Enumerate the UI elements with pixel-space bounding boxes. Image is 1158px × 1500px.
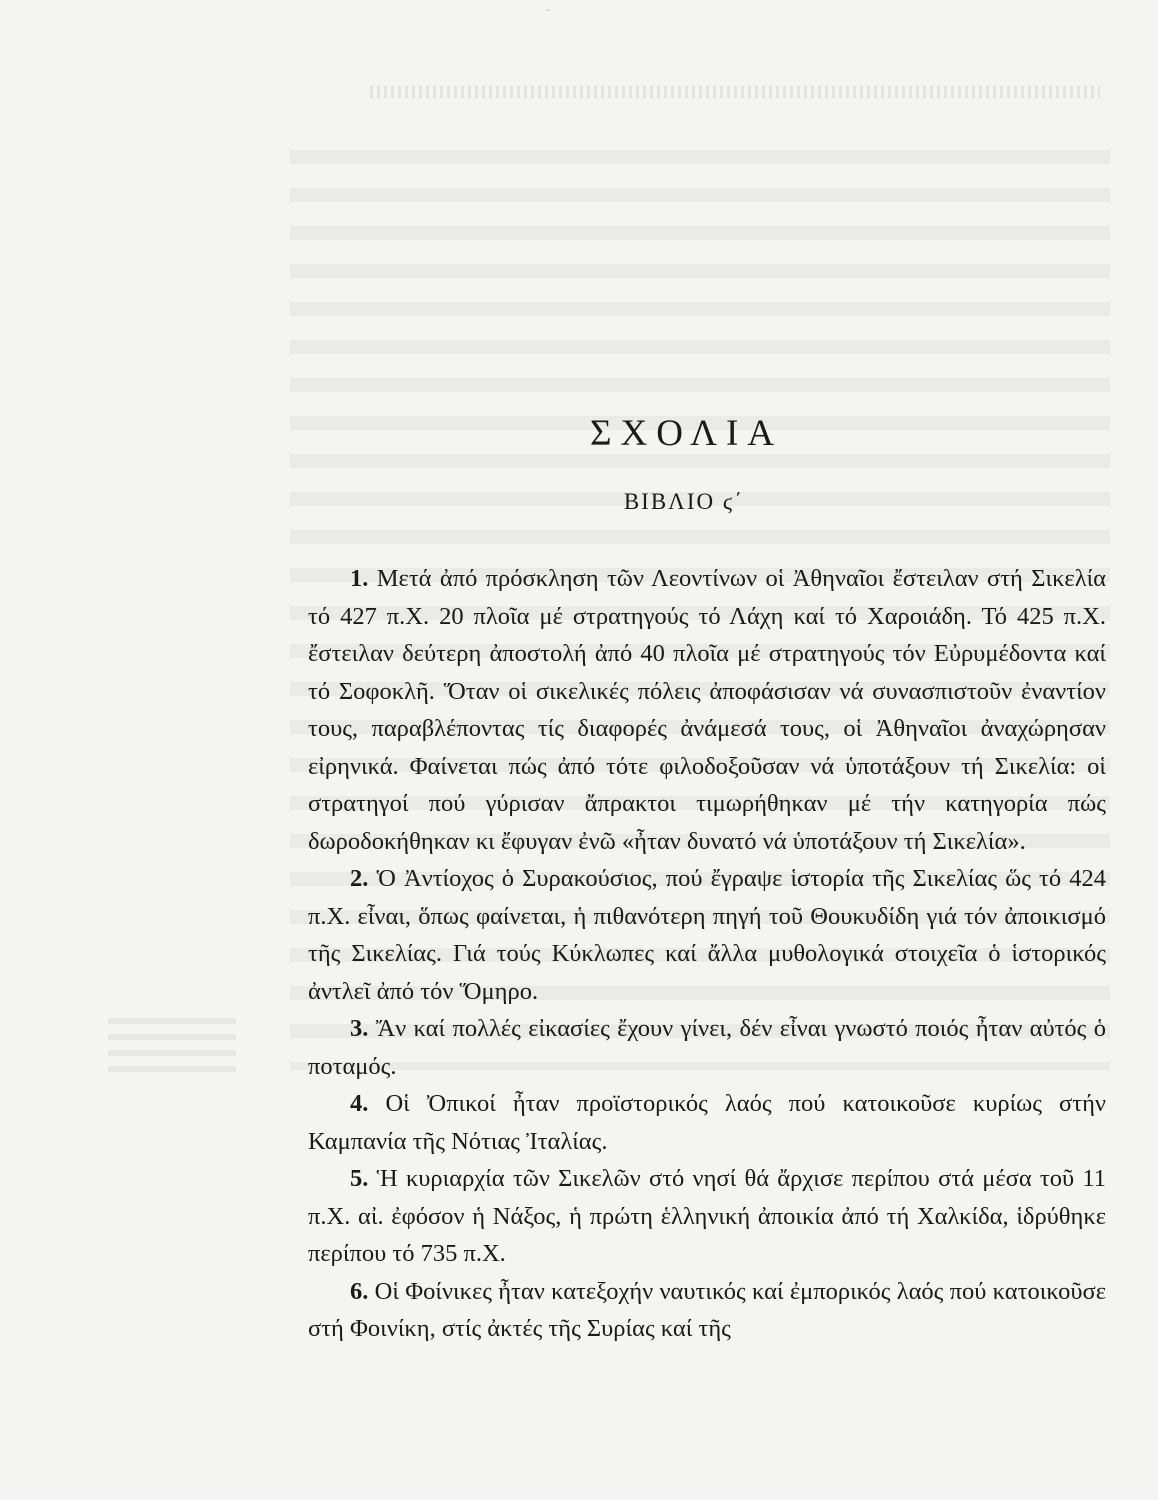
bleed-through-header — [370, 86, 1100, 98]
bleed-through-margin-note — [108, 1018, 236, 1072]
note-text: Ἡ κυριαρχία τῶν Σικελῶν στό νησί θά ἄρχισε περίπου στά μέσα τοῦ 11 π.Χ. αἰ. ἐφόσον ἡ Νάξος, ἡ πρώτη ἑλληνική ἀποικία ἀπό τή Χαλκίδα, ἱδρύθηκε περίπου τό 735 π.Χ. — [308, 1165, 1106, 1267]
note-5 — [308, 1160, 1106, 1273]
note-text: Ἄν καί πολλές εἰκασίες ἔχουν γίνει, δέν εἶναι γνωστό ποιός ἦταν αὐτός ὁ ποταμός. — [308, 1015, 1106, 1080]
notes-list — [308, 560, 1106, 1348]
note-number: 1. — [350, 565, 369, 592]
page-title: ΣΧΟΛΙΑ — [589, 413, 784, 454]
note-number: 2. — [350, 865, 369, 892]
book-subtitle: ΒΙΒΛΙΟ ϛ΄ — [623, 489, 745, 514]
note-1 — [308, 560, 1106, 860]
scan-speck: ˘ — [545, 8, 551, 22]
note-number: 3. — [350, 1015, 369, 1042]
note-text: Οἱ Φοίνικες ἦταν κατεξοχήν ναυτικός καί ἐμπορικός λαός πού κατοικοῦσε στή Φοινίκη, στίς ἀκτές τῆς Συρίας καί τῆς — [308, 1277, 1106, 1342]
note-3 — [308, 1010, 1106, 1085]
note-text: Ὁ Ἀντίοχος ὁ Συρακούσιος, πού ἔγραψε ἱστορία τῆς Σικελίας ὥς τό 424 π.Χ. εἶναι, ὅπως φαίνεται, ἡ πιθανότερη πηγή τοῦ Θουκυδίδη γιά τόν ἀποικισμό τῆς Σικελίας. Γιά τούς Κύκλωπες καί ἄλλα μυθολογικά στοιχεῖα ὁ ἱστορικός ἀντλεῖ ἀπό τόν Ὅμηρο. — [308, 865, 1106, 1005]
note-number: 5. — [350, 1165, 369, 1192]
note-6 — [308, 1273, 1106, 1348]
note-4 — [308, 1085, 1106, 1160]
note-text: Μετά ἀπό πρόσκληση τῶν Λεοντίνων οἱ Ἀθηναῖοι ἔστειλαν στή Σικελία τό 427 π.Χ. 20 πλοῖα μέ στρατηγούς τό Λάχη καί τό Χαροιάδη. Τό 425 π.Χ. ἔστειλαν δεύτερη ἀποστολή ἀπό 40 πλοῖα μέ στρατηγούς τόν Εὐρυμέδοντα καί τό Σοφοκλῆ. Ὅταν οἱ σικελικές πόλεις ἀποφάσισαν νά συνασπιστοῦν ἐναντίον τους, παραβλέποντας τίς διαφορές ἀνάμεσά τους, οἱ Ἀθηναῖοι ἀναχώρησαν εἰρηνικά. Φαίνεται πώς ἀπό τότε φιλοδοξοῦσαν νά ὑποτάξουν τή Σικελία: οἱ στρατηγοί πού γύρισαν ἄπρακτοι τιμωρήθηκαν μέ τήν κατηγορία πώς δωροδοκήθηκαν κι ἔφυγαν ἐνῶ «ἦταν δυνατό νά ὑποτάξουν τή Σικελία». — [308, 565, 1107, 855]
note-number: 4. — [350, 1090, 369, 1117]
note-2 — [308, 860, 1106, 1010]
note-text: Οἱ Ὀπικοί ἦταν προϊστορικός λαός πού κατοικοῦσε κυρίως στήν Καμπανία τῆς Νότιας Ἰταλίας. — [308, 1090, 1107, 1155]
note-number: 6. — [350, 1277, 369, 1305]
